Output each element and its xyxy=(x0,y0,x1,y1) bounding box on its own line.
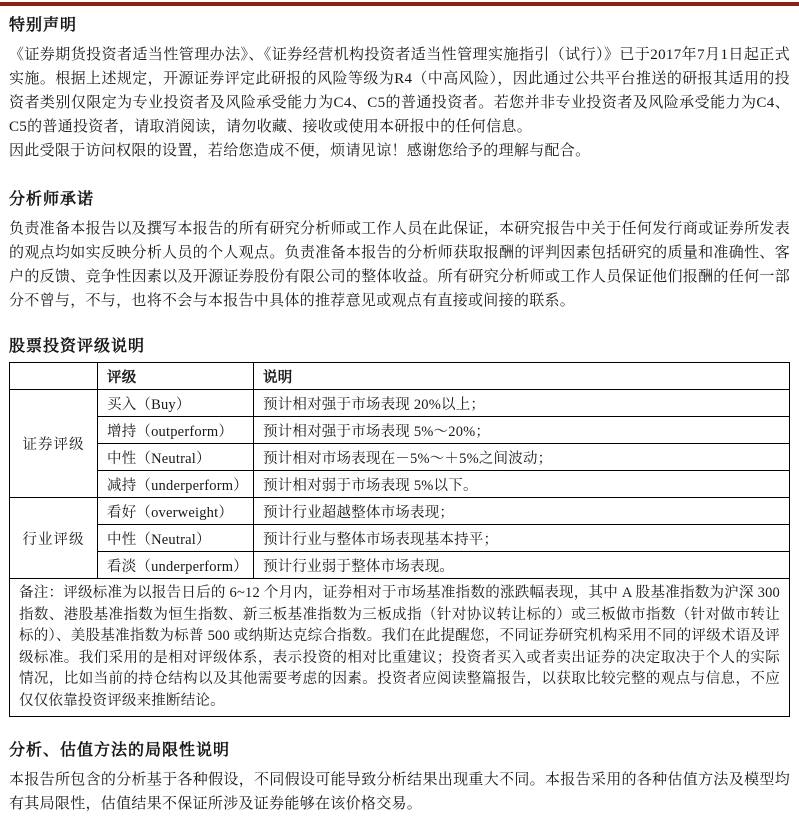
table-row xyxy=(10,471,790,498)
rating-cell-neutral-industry: 中性（Neutral） xyxy=(98,525,254,552)
section-rating-explanation xyxy=(9,337,790,717)
rating-cell-neutral-stock: 中性（Neutral） xyxy=(98,444,254,471)
table-row xyxy=(10,525,790,552)
description-cell-buy: 预计相对强于市场表现 20%以上； xyxy=(254,390,790,417)
special-statement-paragraph-1: 《证券期货投资者适当性管理办法》、《证券经营机构投资者适当性管理实施指引（试行）》已于2017年7月1日起正式实施。根据上述规定，开源证券评定此研报的风险等级为R4（中高风险），因此通过公共平台推送的研报其适用的投资者类别仅限定为专业投资者及风险承受能力为C4、C5的普通投资者。若您并非专业投资者及风险承受能力为C4、C5的普通投资者，请取消阅读，请勿收藏、接收或使用本研报中的任何信息。 xyxy=(9,47,790,135)
rating-cell-underperform-stock: 减持（underperform） xyxy=(98,471,254,498)
rating-table-note: 备注：评级标准为以报告日后的 6~12 个月内，证券相对于市场基准指数的涨跌幅表现，其中 A 股基准指数为沪深 300 指数、港股基准指数为恒生指数、新三板基准指数为三板成指（针对协议转让标的）或三板做市指数（针对做市转让标的）、美股基准指数为标普 500 或纳斯达克综合指数。我们在此提醒您，不同证券研究机构采用不同的评级术语及评级标准。我们采用的是相对评级体系，表示投资的相对比重建议；投资者买入或者卖出证券的决定取决于个人的实际情况，比如当前的持仓结构以及其他需要考虑的因素。投资者应阅读整篇报告，以获取比较完整的观点与信息，不应仅仅依靠投资评级来推断结论。 xyxy=(10,579,790,717)
special-statement-paragraph-2: 因此受限于访问权限的设置，若给您造成不便，烦请见谅！感谢您给予的理解与配合。 xyxy=(9,143,591,159)
rating-cell-overweight: 看好（overweight） xyxy=(98,498,254,525)
description-cell-neutral-stock: 预计相对市场表现在－5%～＋5%之间波动； xyxy=(254,444,790,471)
rating-cell-outperform: 增持（outperform） xyxy=(98,417,254,444)
rating-group-industry: 行业评级 xyxy=(10,498,98,579)
rating-table-note-row xyxy=(10,579,790,717)
rating-table-header-empty-cell xyxy=(10,363,98,390)
analyst-commitment-title: 分析师承诺 xyxy=(9,191,95,208)
limitations-paragraph: 本报告所包含的分析基于各种假设，不同假设可能导致分析结果出现重大不同。本报告采用的各种估值方法及模型均有其局限性，估值结果不保证所涉及证券能够在该价格交易。 xyxy=(9,772,790,812)
rating-table-header-rating: 评级 xyxy=(98,363,254,390)
description-cell-underperform-stock: 预计相对弱于市场表现 5%以下。 xyxy=(254,471,790,498)
report-disclaimer-page xyxy=(0,2,799,816)
table-row xyxy=(10,390,790,417)
rating-table xyxy=(9,362,790,717)
description-cell-neutral-industry: 预计行业与整体市场表现基本持平； xyxy=(254,525,790,552)
rating-cell-underperform-industry: 看淡（underperform） xyxy=(98,552,254,579)
page-content xyxy=(0,6,799,816)
section-special-statement xyxy=(9,16,790,163)
rating-group-securities: 证券评级 xyxy=(10,390,98,498)
limitations-title: 分析、估值方法的局限性说明 xyxy=(9,742,231,759)
special-statement-title: 特别声明 xyxy=(9,17,78,34)
rating-explanation-title: 股票投资评级说明 xyxy=(9,338,146,355)
table-row xyxy=(10,417,790,444)
rating-cell-buy: 买入（Buy） xyxy=(98,390,254,417)
description-cell-outperform: 预计相对强于市场表现 5%～20%； xyxy=(254,417,790,444)
table-row xyxy=(10,498,790,525)
description-cell-underperform-industry: 预计行业弱于整体市场表现。 xyxy=(254,552,790,579)
description-cell-overweight: 预计行业超越整体市场表现； xyxy=(254,498,790,525)
rating-table-header-row xyxy=(10,363,790,390)
table-row xyxy=(10,444,790,471)
section-limitations xyxy=(9,741,790,816)
table-row xyxy=(10,552,790,579)
analyst-commitment-paragraph: 负责准备本报告以及撰写本报告的所有研究分析师或工作人员在此保证，本研究报告中关于任何发行商或证券所发表的观点均如实反映分析人员的个人观点。负责准备本报告的分析师获取报酬的评判因素包括研究的质量和准确性、客户的反馈、竞争性因素以及开源证券股份有限公司的整体收益。所有研究分析师或工作人员保证他们报酬的任何一部分不曾与，不与，也将不会与本报告中具体的推荐意见或观点有直接或间接的联系。 xyxy=(9,221,790,309)
rating-table-header-description: 说明 xyxy=(254,363,790,390)
section-analyst-commitment xyxy=(9,190,790,313)
